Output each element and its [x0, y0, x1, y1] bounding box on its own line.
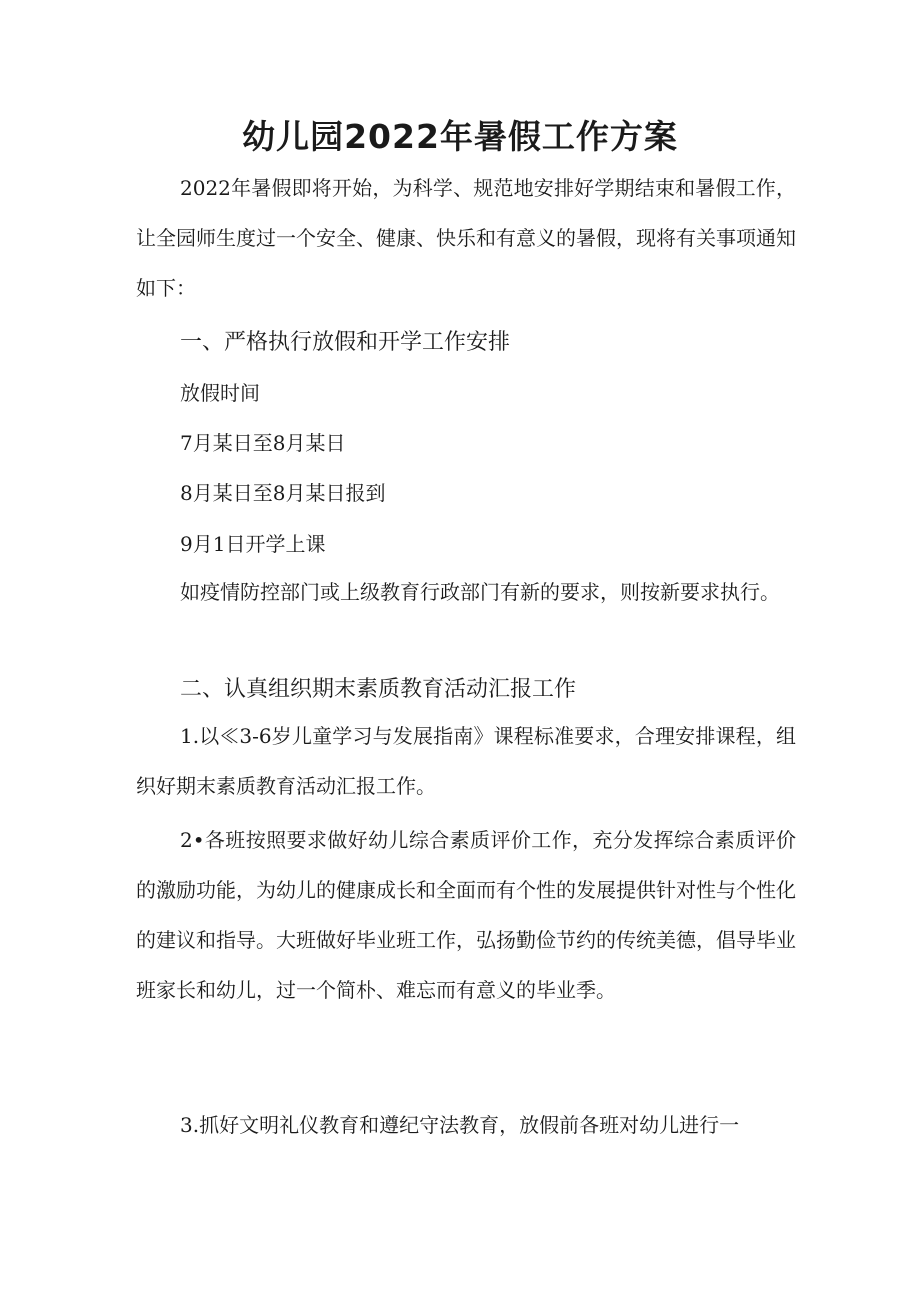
- section-1-note: 如疫情防控部门或上级教育行政部门有新的要求，则按新要求执行。: [180, 580, 780, 604]
- document-title: 幼儿园2022年暑假工作方案: [242, 117, 678, 156]
- section-1-line-4: 9月1日开学上课: [180, 532, 326, 556]
- section-1-line-3: 8月某日至8月某日报到: [180, 481, 386, 505]
- section-1-heading: 一、严格执行放假和开学工作安排: [180, 330, 511, 355]
- intro-paragraph: 2022年暑假即将开始，为科学、规范地安排好学期结束和暑假工作，让全园师生度过一个安全、健康、快乐和有意义的暑假，现将有关事项通知如下：: [136, 176, 796, 300]
- section-1-line-1: 放假时间: [180, 381, 260, 405]
- section-2-heading: 二、认真组织期末素质教育活动汇报工作: [180, 677, 577, 702]
- section-2-item-1: 1.以≪3-6岁儿童学习与发展指南》课程标准要求，合理安排课程，组织好期末素质教育活动汇报工作。: [136, 724, 796, 798]
- section-1-line-2: 7月某日至8月某日: [180, 431, 346, 455]
- section-2-item-2: 2•各班按照要求做好幼儿综合素质评价工作，充分发挥综合素质评价的激励功能，为幼儿的健康成长和全面而有个性的发展提供针对性与个性化的建议和指导。大班做好毕业班工作，弘扬勤俭节约的传统美德，倡导毕业班家长和幼儿，过一个简朴、难忘而有意义的毕业季。: [136, 828, 796, 1002]
- section-2-item-3: 3.抓好文明礼仪教育和遵纪守法教育，放假前各班对幼儿进行一: [180, 1113, 740, 1137]
